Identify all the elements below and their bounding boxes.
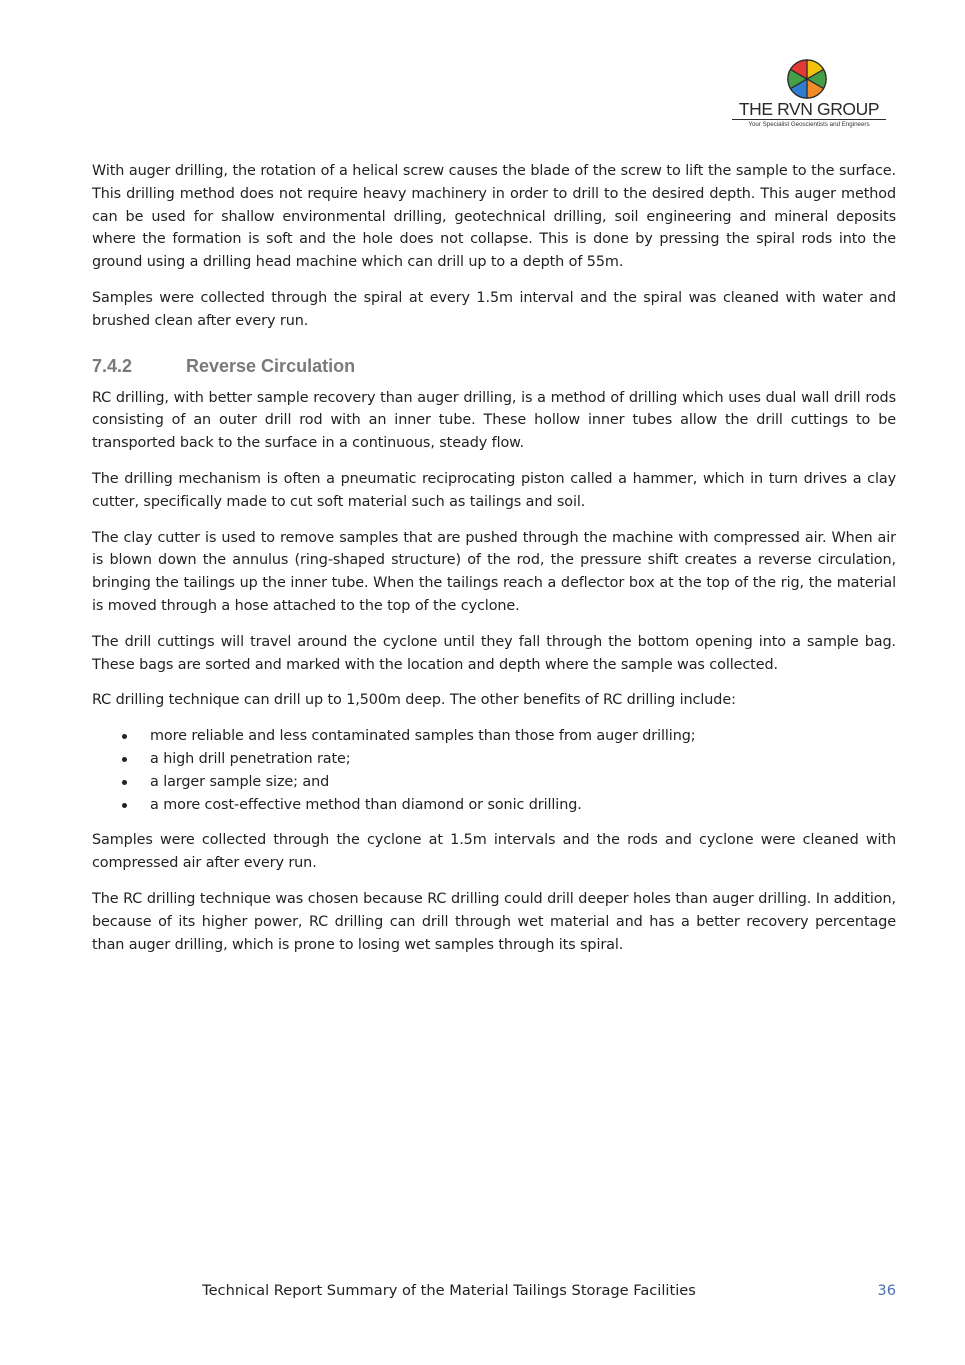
document-body [92, 160, 896, 969]
section-heading [92, 353, 896, 379]
intro-paragraph-auger: With auger drilling, the rotation of a helical screw causes the blade of the screw to lift the sample to the surface. This drilling method does not require heavy machinery in order to drill to the desired depth. This auger method can be used for shallow environmental drilling, geotechnical drilling, soil engineering and mineral deposits where the formation is soft and the hole does not collapse. This is done by pressing the spiral rods into the ground using a drilling head machine which can drill up to a depth of 55m. [92, 163, 896, 271]
benefits-list [92, 725, 896, 816]
list-item [92, 771, 896, 794]
footer-title: Technical Report Summary of the Material Tailings Storage Facilities [202, 1282, 696, 1299]
list-item [92, 794, 896, 817]
section-number: 7.4.2 [92, 355, 133, 376]
intro-paragraph-samples: Samples were collected through the spiral at every 1.5m interval and the spiral was cleaned with water and brushed clean after every run. [92, 289, 896, 329]
list-item-text: a high drill penetration rate; [150, 750, 351, 767]
bullet-icon [122, 734, 127, 739]
rvn-logo-icon [786, 58, 828, 100]
page-number: 36 [877, 1282, 896, 1299]
list-item [92, 725, 896, 748]
section-title: Reverse Circulation [186, 355, 356, 376]
logo-underline [732, 119, 886, 120]
paragraph-benefits-intro: RC drilling technique can drill up to 1,500m deep. The other benefits of RC drilling include: [92, 692, 736, 709]
list-item-text: a more cost-effective method than diamond or sonic drilling. [150, 796, 582, 813]
list-item-text: more reliable and less contaminated samples than those from auger drilling; [150, 728, 696, 745]
logo-title: THE RVN GROUP [738, 99, 880, 119]
bullet-icon [122, 780, 127, 785]
logo-tagline: Your Specialist Geoscientists and Engineers [748, 121, 870, 128]
list-item [92, 748, 896, 771]
bullet-icon [122, 803, 127, 808]
list-item-text: a larger sample size; and [150, 773, 330, 790]
paragraph-rc-chosen: The RC drilling technique was chosen because RC drilling could drill deeper holes than auger drilling. In addition, because of its higher power, RC drilling can drill through wet material and has a better recovery percentage than auger drilling, which is prone to losing wet samples through its spiral. [92, 890, 896, 953]
company-logo [730, 58, 888, 132]
paragraph-samples-cyclone: Samples were collected through the cyclone at 1.5m intervals and the rods and cyclone were cleaned with compressed air after every run. [92, 832, 896, 872]
paragraph-mechanism: The drilling mechanism is often a pneumatic reciprocating piston called a hammer, which in turn drives a clay cutter, specifically made to cut soft material such as tailings and soil. [92, 470, 896, 510]
paragraph-rc-intro: RC drilling, with better sample recovery than auger drilling, is a method of drilling which uses dual wall drill rods consisting of an outer drill rod with an inner tube. These hollow inner tubes allow the drill cuttings to be transported back to the surface in a continuous, steady flow. [92, 389, 896, 452]
paragraph-cyclone: The drill cuttings will travel around the cyclone until they fall through the bottom opening into a sample bag. These bags are sorted and marked with the location and depth where the sample was collected. [92, 633, 896, 673]
paragraph-clay-cutter: The clay cutter is used to remove samples that are pushed through the machine with compressed air. When air is blown down the annulus (ring-shaped structure) of the rod, the pressure shift creates a reverse circulation, bringing the tailings up the inner tube. When the tailings reach a deflector box at the top of the rig, the material is moved through a hose attached to the top of the cyclone. [92, 529, 896, 614]
bullet-icon [122, 757, 127, 762]
